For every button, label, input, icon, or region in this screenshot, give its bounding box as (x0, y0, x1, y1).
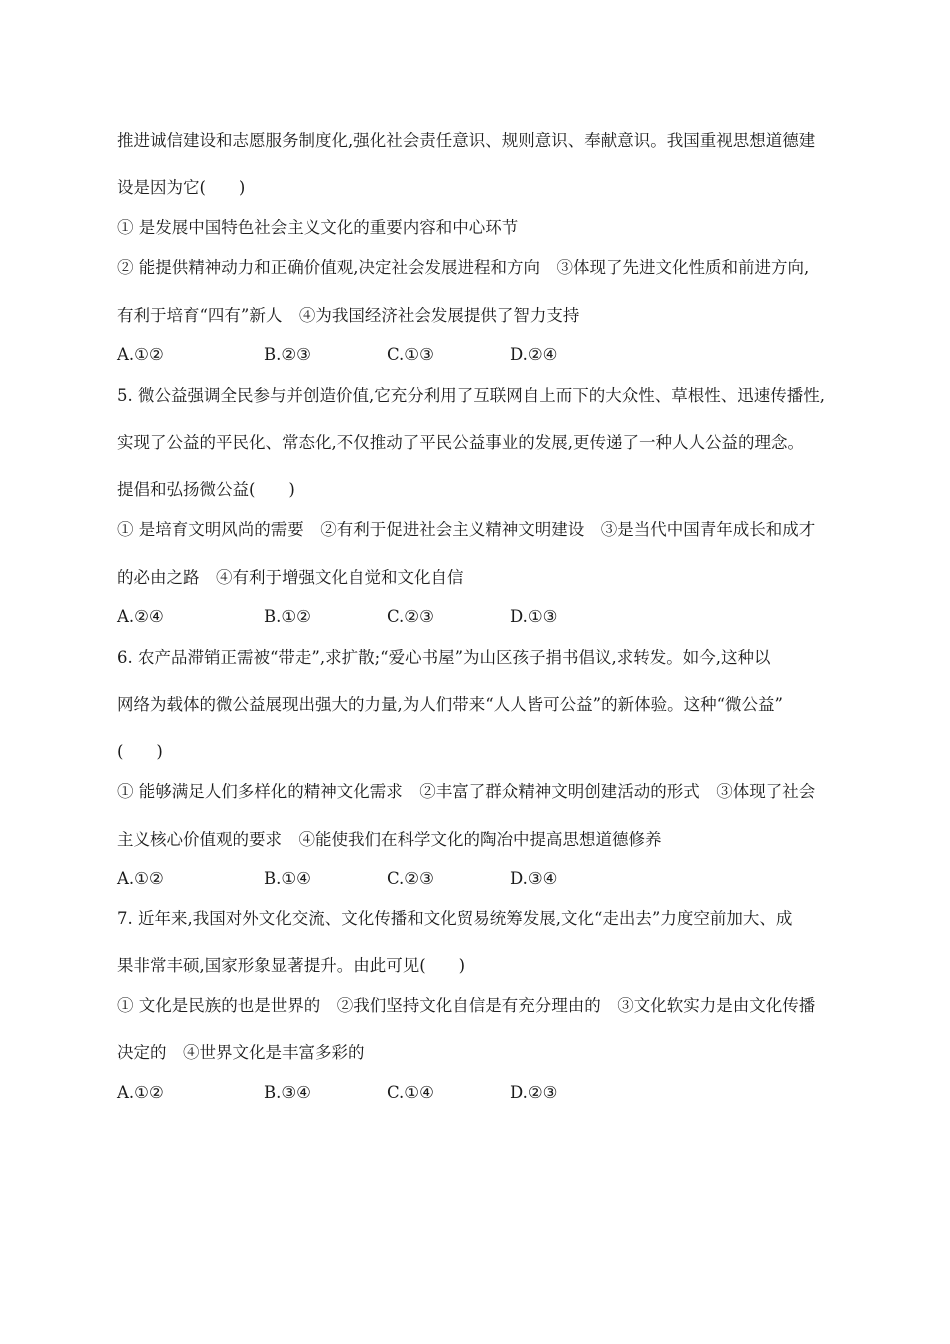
q6-stem-line-2: 网络为载体的微公益展现出强大的力量,为人们带来“人人皆可公益”的新体验。这种“微公益” (117, 695, 783, 714)
q6-option-d[interactable]: D.③④ (510, 869, 558, 888)
q5-options (117, 607, 837, 627)
q5-option-b[interactable]: B.①② (264, 607, 311, 626)
q7-choice-line-1: ① 文化是民族的也是世界的 ②我们坚持文化自信是有充分理由的 ③文化软实力是由文化传播 (117, 996, 816, 1015)
q7-stem-line-2: 果非常丰硕,国家形象显著提升。由此可见( ) (117, 956, 466, 975)
q6-choice-line-2: 主义核心价值观的要求 ④能使我们在科学文化的陶冶中提高思想道德修养 (117, 830, 662, 849)
q4-stem-line-2: 设是因为它( ) (117, 178, 246, 197)
q4-stem-line-1: 推进诚信建设和志愿服务制度化,强化社会责任意识、规则意识、奉献意识。我国重视思想道德建 (117, 131, 816, 150)
q6-stem-line-1: 6. 农产品滞销正需被“带走”,求扩散;“爱心书屋”为山区孩子捐书倡议,求转发。如今,这种以 (117, 648, 771, 667)
q4-option-a[interactable]: A.①② (117, 345, 164, 364)
q6-options (117, 869, 837, 889)
q5-choice-line-1: ① 是培育文明风尚的需要 ②有利于促进社会主义精神文明建设 ③是当代中国青年成长和成才 (117, 520, 816, 539)
q7-option-a[interactable]: A.①② (117, 1083, 164, 1102)
q4-option-b[interactable]: B.②③ (264, 345, 311, 364)
q4-choice-line-3: 有利于培育“四有”新人 ④为我国经济社会发展提供了智力支持 (117, 306, 580, 325)
q5-stem-line-1: 5. 微公益强调全民参与并创造价值,它充分利用了互联网自上而下的大众性、草根性、迅速传播性, (117, 386, 825, 405)
q5-choice-line-2: 的必由之路 ④有利于增强文化自觉和文化自信 (117, 568, 464, 587)
q4-option-d[interactable]: D.②④ (510, 345, 558, 364)
q7-options (117, 1083, 837, 1103)
q5-option-d[interactable]: D.①③ (510, 607, 558, 626)
q4-option-c[interactable]: C.①③ (387, 345, 434, 364)
q7-option-b[interactable]: B.③④ (264, 1083, 311, 1102)
q6-option-c[interactable]: C.②③ (387, 869, 434, 888)
q7-option-c[interactable]: C.①④ (387, 1083, 434, 1102)
q5-option-a[interactable]: A.②④ (117, 607, 164, 626)
q6-option-a[interactable]: A.①② (117, 869, 164, 888)
q7-stem-line-1: 7. 近年来,我国对外文化交流、文化传播和文化贸易统筹发展,文化“走出去”力度空前加大、成 (117, 909, 793, 928)
q6-choice-line-1: ① 能够满足人们多样化的精神文化需求 ②丰富了群众精神文明创建活动的形式 ③体现了社会 (117, 782, 816, 801)
q5-option-c[interactable]: C.②③ (387, 607, 434, 626)
q4-options (117, 345, 837, 365)
q4-choice-line-1: ① 是发展中国特色社会主义文化的重要内容和中心环节 (117, 218, 519, 237)
q4-choice-line-2: ② 能提供精神动力和正确价值观,决定社会发展进程和方向 ③体现了先进文化性质和前进方向, (117, 258, 810, 277)
q6-option-b[interactable]: B.①④ (264, 869, 311, 888)
q5-stem-line-3: 提倡和弘扬微公益( ) (117, 480, 295, 499)
q5-stem-line-2: 实现了公益的平民化、常态化,不仅推动了平民公益事业的发展,更传递了一种人人公益的理念。 (117, 433, 804, 452)
q7-option-d[interactable]: D.②③ (510, 1083, 558, 1102)
q7-choice-line-2: 决定的 ④世界文化是丰富多彩的 (117, 1043, 365, 1062)
q6-stem-line-3: ( ) (117, 742, 163, 761)
